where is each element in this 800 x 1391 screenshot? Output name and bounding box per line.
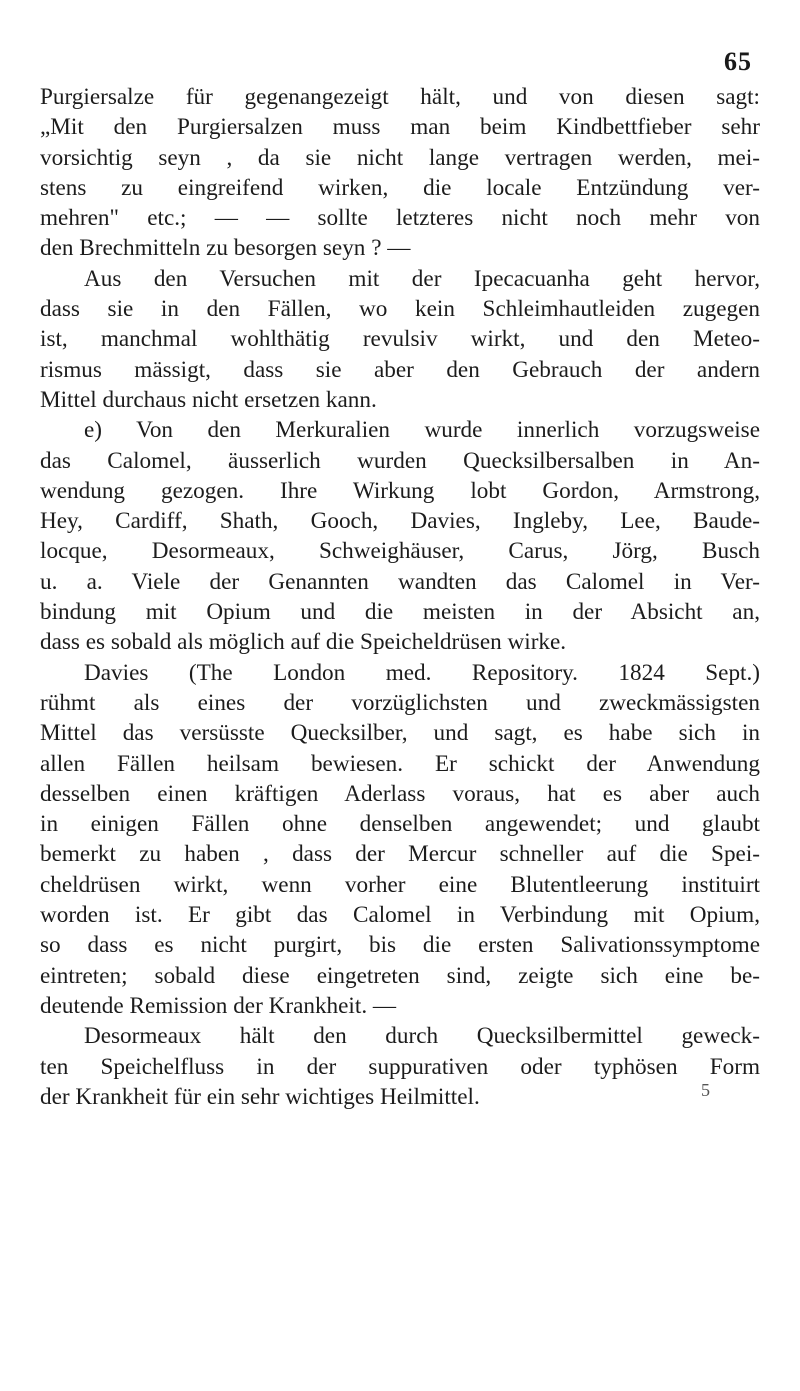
- text-line: „Mit den Purgiersalzen muss man beim Kindbettfieber sehr: [40, 114, 760, 141]
- body-text: [40, 82, 760, 1112]
- text-line: dass sie in den Fällen, wo kein Schleimhautleiden zugegen: [40, 296, 760, 323]
- text-line: so dass es nicht purgirt, bis die ersten Salivationssymptome: [40, 932, 760, 959]
- paragraph-first-line: e) Von den Merkuralien wurde innerlich vorzugsweise: [84, 417, 760, 444]
- text-line: stens zu eingreifend wirken, die locale Entzündung ver-: [40, 174, 760, 201]
- text-line: worden ist. Er gibt das Calomel in Verbindung mit Opium,: [40, 902, 760, 929]
- text-line: bindung mit Opium und die meisten in der Absicht an,: [40, 599, 760, 626]
- text-line: Hey, Cardiff, Shath, Gooch, Davies, Ingleby, Lee, Baude-: [40, 508, 760, 535]
- text-line: rismus mässigt, dass sie aber den Gebrauch der andern: [40, 356, 760, 383]
- text-line: desselben einen kräftigen Aderlass voraus, hat es aber auch: [40, 780, 760, 807]
- text-line: Mittel das versüsste Quecksilber, und sagt, es habe sich in: [40, 720, 760, 747]
- text-line: den Brechmitteln zu besorgen seyn ? —: [40, 235, 411, 262]
- text-line: rühmt als eines der vorzüglichsten und zweckmässigsten: [40, 689, 760, 716]
- text-line: der Krankheit für ein sehr wichtiges Heilmittel.: [40, 1083, 480, 1110]
- text-line: allen Fällen heilsam bewiesen. Er schickt der Anwendung: [40, 750, 760, 777]
- text-line: eintreten; sobald diese eingetreten sind, zeigte sich eine be-: [40, 962, 760, 989]
- text-line: u. a. Viele der Genannten wandten das Calomel in Ver-: [40, 568, 760, 595]
- paragraph-first-line: Desormeaux hält den durch Quecksilbermittel geweck-: [84, 1023, 760, 1050]
- signature-mark: 5: [701, 1080, 710, 1100]
- text-line: in einigen Fällen ohne denselben angewendet; und glaubt: [40, 811, 760, 838]
- paragraph-first-line: Davies (The London med. Repository. 1824 Sept.): [84, 659, 760, 686]
- text-line: deutende Remission der Krankheit. —: [40, 992, 397, 1019]
- paragraph-first-line: Aus den Versuchen mit der Ipecacuanha geht hervor,: [84, 265, 760, 292]
- page-number: 65: [724, 47, 752, 76]
- text-line: das Calomel, äusserlich wurden Quecksilbersalben in An-: [40, 447, 760, 474]
- text-line: bemerkt zu haben , dass der Mercur schneller auf die Spei-: [40, 841, 760, 868]
- text-line: ten Speichelfluss in der suppurativen oder typhösen Form: [40, 1053, 760, 1080]
- text-line: wendung gezogen. Ihre Wirkung lobt Gordon, Armstrong,: [40, 477, 760, 504]
- text-line: locque, Desormeaux, Schweighäuser, Carus, Jörg, Busch: [40, 538, 760, 565]
- text-line: cheldrüsen wirkt, wenn vorher eine Blutentleerung instituirt: [40, 871, 760, 898]
- text-line: Purgiersalze für gegenangezeigt hält, und von diesen sagt:: [40, 84, 760, 110]
- text-line: mehren" etc.; — — sollte letzteres nicht noch mehr von: [40, 205, 760, 232]
- text-line: dass es sobald als möglich auf die Speicheldrüsen wirke.: [40, 629, 567, 656]
- text-line: Mittel durchaus nicht ersetzen kann.: [40, 386, 377, 413]
- text-line: ist, manchmal wohlthätig revulsiv wirkt, und den Meteo-: [40, 326, 760, 353]
- text-line: vorsichtig seyn , da sie nicht lange vertragen werden, mei-: [40, 144, 760, 171]
